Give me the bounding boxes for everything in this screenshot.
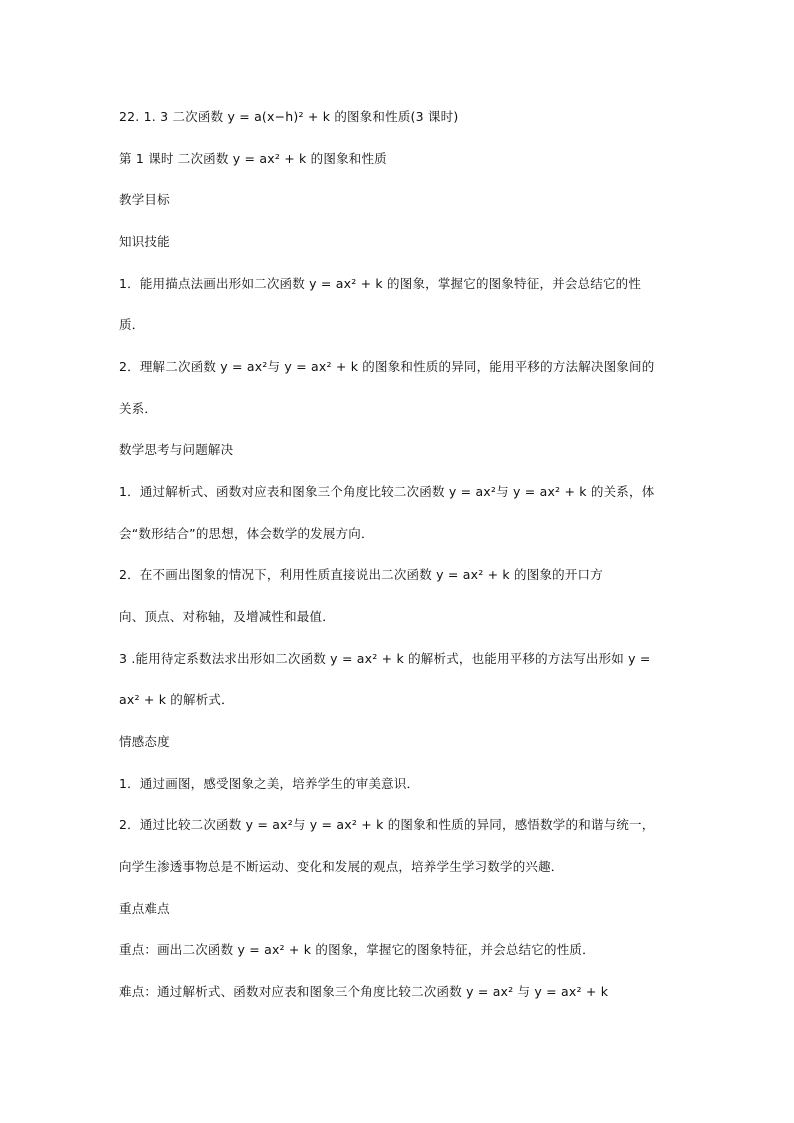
paragraph-line: 2．理解二次函数 y = ax²与 y = ax² + k 的图象和性质的异同，能用平移的方法解决图象间的 [119,359,655,374]
subheading-math-thinking: 数学思考与问题解决 [119,442,234,457]
period-title: 第 1 课时 二次函数 y = ax² + k 的图象和性质 [119,151,387,166]
section-heading-teaching-goals: 教学目标 [119,192,170,207]
subheading-key-difficult-points: 重点难点 [119,901,170,916]
paragraph-line: 1．通过画图，感受图象之美，培养学生的审美意识． [119,776,420,791]
subheading-knowledge-skills: 知识技能 [119,234,170,249]
paragraph-line: 1．能用描点法画出形如二次函数 y = ax² + k 的图象，掌握它的图象特征，并会总结它的性 [119,276,642,291]
paragraph-line: 重点：画出二次函数 y = ax² + k 的图象，掌握它的图象特征，并会总结它的性质． [119,942,595,957]
subheading-emotion-attitude: 情感态度 [119,734,170,749]
paragraph-line: 向学生渗透事物总是不断运动、变化和发展的观点，培养学生学习数学的兴趣． [119,859,564,874]
paragraph-line: 会“数形结合”的思想，体会数学的发展方向． [119,526,374,541]
paragraph-line: ax² + k 的解析式． [119,692,234,707]
paragraph-line: 2．通过比较二次函数 y = ax²与 y = ax² + k 的图象和性质的异同，感悟数学的和谐与统一， [119,817,655,832]
paragraph-line: 2．在不画出图象的情况下，利用性质直接说出二次函数 y = ax² + k 的图象的开口方 [119,567,603,582]
paragraph-line: 向、顶点、对称轴，及增减性和最值． [119,609,335,624]
paragraph-line: 3 .能用待定系数法求出形如二次函数 y = ax² + k 的解析式，也能用平移的方法写出形如 y = [119,651,651,666]
paragraph-line: 1．通过解析式、函数对应表和图象三个角度比较二次函数 y = ax²与 y = ax² + k 的关系，体 [119,484,655,499]
paragraph-line: 难点：通过解析式、函数对应表和图象三个角度比较二次函数 y = ax² 与 y = ax² + k [119,984,609,999]
paragraph-line: 关系． [119,401,158,416]
lesson-title: 22. 1. 3 二次函数 y = a(x−h)² + k 的图象和性质(3 课时) [119,109,459,124]
paragraph-line: 质． [119,317,145,332]
